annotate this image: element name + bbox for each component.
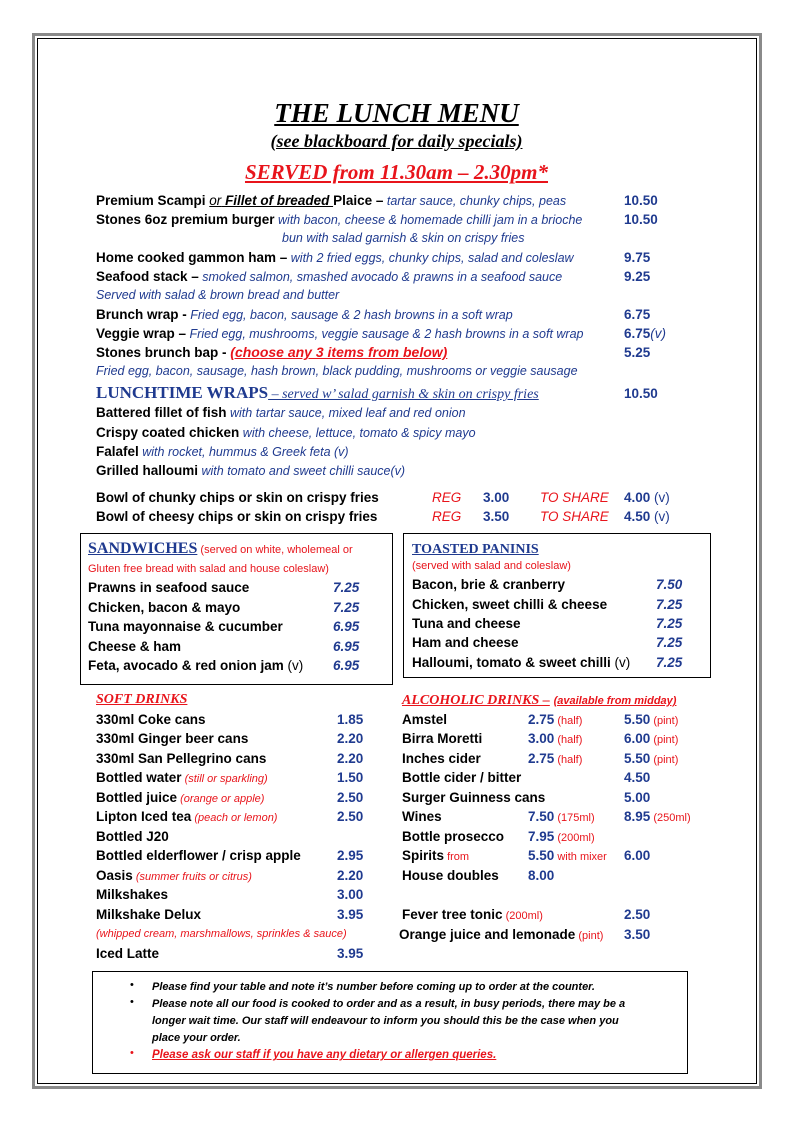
menu-subtitle: (see blackboard for daily specials) — [270, 131, 523, 151]
alcoholic-drink-price-2: 3.50 — [624, 927, 651, 942]
wrap-item: Battered fillet of fish with tartar sauce, mixed leaf and red onion — [96, 405, 466, 420]
paninis-heading: TOASTED PANINIS — [412, 542, 539, 557]
alcoholic-drink-item: Surger Guinness cans — [402, 790, 546, 805]
panini-price: 7.25 — [656, 597, 683, 612]
bowl-item: Bowl of cheesy chips or skin on crispy fries — [96, 509, 378, 524]
wraps-heading: LUNCHTIME WRAPS – served w’ salad garnish & skin on crispy fries — [96, 383, 539, 402]
main-price: 9.25 — [624, 269, 651, 284]
alcoholic-drink-price-2: 5.50 (pint) — [624, 712, 679, 727]
alcoholic-drink-item: Wines — [402, 809, 442, 824]
main-item: Seafood stack – smoked salmon, smashed avocado & prawns in a seafood sauce — [96, 269, 563, 284]
sandwiches-note: Gluten free bread with salad and house coleslaw) — [88, 563, 329, 575]
wrap-item: Falafel with rocket, hummus & Greek feta (v) — [96, 444, 349, 459]
sandwich-price: 6.95 — [333, 619, 360, 634]
sandwich-price: 7.25 — [333, 600, 360, 615]
soft-drink-item: 330ml Coke cans — [96, 712, 206, 727]
alcoholic-drink-price-1: 7.50 (175ml) — [528, 809, 595, 824]
soft-drink-price: 2.20 — [337, 751, 364, 766]
panini-item: Bacon, brie & cranberry — [412, 577, 566, 592]
alcoholic-drink-price-1: 2.75 (half) — [528, 751, 583, 766]
soft-drink-item: Iced Latte — [96, 946, 160, 961]
main-price: 10.50 — [624, 193, 658, 208]
alcoholic-drink-price-1: 3.00 (half) — [528, 731, 583, 746]
main-price: 6.75(v) — [624, 326, 667, 341]
soft-drink-item: Lipton Iced tea (peach or lemon) — [96, 809, 278, 824]
main-item: Stones 6oz premium burger with bacon, cheese & homemade chilli jam in a brioche — [96, 212, 583, 227]
soft-drink-item: Bottled J20 — [96, 829, 169, 844]
soft-drink-price: 2.50 — [337, 809, 364, 824]
soft-drink-price: 3.00 — [337, 887, 364, 902]
soft-drink-price: 2.95 — [337, 848, 364, 863]
milkshake-delux-note: (whipped cream, marshmallows, sprinkles & sauce) — [96, 928, 347, 940]
panini-price: 7.25 — [656, 635, 683, 650]
sandwich-price: 6.95 — [333, 658, 360, 673]
menu-title: THE LUNCH MENU — [274, 98, 519, 128]
note-line: Please find your table and note it’s number before coming up to order at the counter. — [152, 981, 595, 993]
bowl-reg-label: REG — [432, 509, 462, 524]
sandwich-price: 6.95 — [333, 639, 360, 654]
main-item: Premium Scampi or Fillet of breaded Plaice – tartar sauce, chunky chips, peas — [96, 193, 567, 208]
main-item: Stones brunch bap - (choose any 3 items from below) — [96, 344, 448, 360]
bowl-share-price: 4.50 (v) — [624, 509, 670, 524]
main-desc-continued: bun with salad garnish & skin on crispy fries — [282, 231, 525, 245]
panini-price: 7.25 — [656, 655, 683, 670]
alcoholic-drink-price-1: 2.75 (half) — [528, 712, 583, 727]
bowl-share-label: TO SHARE — [540, 490, 609, 505]
soft-drinks-heading: SOFT DRINKS — [96, 692, 188, 707]
paninis-note: (served with salad and coleslaw) — [412, 560, 571, 572]
wraps-price: 10.50 — [624, 386, 658, 401]
alcoholic-drink-item: Inches cider — [402, 751, 481, 766]
soft-drink-item: Oasis (summer fruits or citrus) — [96, 868, 252, 883]
soft-drink-price: 2.20 — [337, 868, 364, 883]
note-line: place your order. — [152, 1032, 241, 1044]
bullet-dot: • — [130, 979, 134, 991]
alcoholic-drink-item: House doubles — [402, 868, 499, 883]
bullet-dot: • — [130, 1047, 134, 1059]
bowl-reg-label: REG — [432, 490, 462, 505]
alcoholic-drink-price-2: 6.00 — [624, 848, 651, 863]
soft-drink-item: Bottled water (still or sparkling) — [96, 770, 268, 785]
soft-drink-item: 330ml San Pellegrino cans — [96, 751, 267, 766]
bowl-item: Bowl of chunky chips or skin on crispy fries — [96, 490, 379, 505]
note-line: longer wait time. Our staff will endeavour to inform you should this be the case when you — [152, 1015, 619, 1027]
soft-drink-price: 2.50 — [337, 790, 364, 805]
alcoholic-drink-price-2: 8.95 (250ml) — [624, 809, 691, 824]
alcoholic-drink-item: Birra Moretti — [402, 731, 483, 746]
soft-drink-price: 1.85 — [337, 712, 364, 727]
panini-item: Chicken, sweet chilli & cheese — [412, 597, 608, 612]
panini-price: 7.25 — [656, 616, 683, 631]
sandwich-price: 7.25 — [333, 580, 360, 595]
sandwich-item: Cheese & ham — [88, 639, 182, 654]
main-desc-continued: Served with salad & brown bread and butter — [96, 288, 340, 302]
sandwich-item: Feta, avocado & red onion jam (v) — [88, 658, 304, 673]
main-price: 6.75 — [624, 307, 651, 322]
alcoholic-drink-price-1: 5.50 with mixer — [528, 848, 607, 863]
main-item: Veggie wrap – Fried egg, mushrooms, veggie sausage & 2 hash browns in a soft wrap — [96, 326, 584, 341]
bowl-reg-price: 3.50 — [483, 509, 510, 524]
wrap-item: Grilled halloumi with tomato and sweet chilli sauce(v) — [96, 463, 406, 478]
alcoholic-drink-item: Amstel — [402, 712, 448, 727]
alcoholic-drink-item: Fever tree tonic (200ml) — [402, 907, 543, 922]
soft-drink-item: Bottled elderflower / crisp apple — [96, 848, 301, 863]
alcoholic-drink-price-1: 8.00 — [528, 868, 555, 883]
allergen-note: Please ask our staff if you have any dietary or allergen queries. — [152, 1049, 497, 1061]
alcoholic-drink-price-2: 2.50 — [624, 907, 651, 922]
bullet-dot: • — [130, 996, 134, 1008]
alcoholic-drink-price-2: 4.50 — [624, 770, 651, 785]
soft-drink-price: 3.95 — [337, 907, 364, 922]
alcoholic-drink-item: Bottle cider / bitter — [402, 770, 522, 785]
soft-drink-item: Milkshake Delux — [96, 907, 202, 922]
alcoholic-drink-price-2: 5.50 (pint) — [624, 751, 679, 766]
bowl-share-label: TO SHARE — [540, 509, 609, 524]
main-price: 10.50 — [624, 212, 658, 227]
main-price: 9.75 — [624, 250, 651, 265]
bowl-reg-price: 3.00 — [483, 490, 510, 505]
panini-item: Tuna and cheese — [412, 616, 521, 631]
panini-price: 7.50 — [656, 577, 683, 592]
alcoholic-drinks-heading: ALCOHOLIC DRINKS – (available from midday) — [402, 693, 677, 708]
soft-drink-item: 330ml Ginger beer cans — [96, 731, 249, 746]
note-line: Please note all our food is cooked to order and as a result, in busy periods, there may be a — [152, 998, 626, 1010]
alcoholic-drink-price-2: 6.00 (pint) — [624, 731, 679, 746]
alcoholic-drink-price-1: 7.95 (200ml) — [528, 829, 595, 844]
sandwich-item: Tuna mayonnaise & cucumber — [88, 619, 283, 634]
main-price: 5.25 — [624, 345, 651, 360]
alcoholic-drink-item: Orange juice and lemonade (pint) — [399, 927, 604, 942]
bowl-share-price: 4.00 (v) — [624, 490, 670, 505]
panini-item: Halloumi, tomato & sweet chilli (v) — [412, 655, 631, 670]
soft-drink-price: 1.50 — [337, 770, 364, 785]
soft-drink-price: 3.95 — [337, 946, 364, 961]
sandwiches-heading: SANDWICHES (served on white, wholemeal or — [88, 540, 353, 557]
soft-drink-item: Milkshakes — [96, 887, 169, 902]
alcoholic-drink-item: Spirits from — [402, 848, 470, 863]
wrap-item: Crispy coated chicken with cheese, lettuce, tomato & spicy mayo — [96, 425, 476, 440]
alcoholic-drink-item: Bottle prosecco — [402, 829, 505, 844]
main-item: Home cooked gammon ham – with 2 fried eggs, chunky chips, salad and coleslaw — [96, 250, 574, 265]
soft-drink-price: 2.20 — [337, 731, 364, 746]
sandwich-item: Chicken, bacon & mayo — [88, 600, 241, 615]
alcoholic-drink-price-2: 5.00 — [624, 790, 651, 805]
panini-item: Ham and cheese — [412, 635, 519, 650]
main-item: Brunch wrap - Fried egg, bacon, sausage & 2 hash browns in a soft wrap — [96, 307, 513, 322]
served-hours: SERVED from 11.30am – 2.30pm* — [244, 160, 548, 184]
main-desc-continued: Fried egg, bacon, sausage, hash brown, black pudding, mushrooms or veggie sausage — [96, 364, 578, 378]
sandwich-item: Prawns in seafood sauce — [88, 580, 250, 595]
soft-drink-item: Bottled juice (orange or apple) — [96, 790, 265, 805]
